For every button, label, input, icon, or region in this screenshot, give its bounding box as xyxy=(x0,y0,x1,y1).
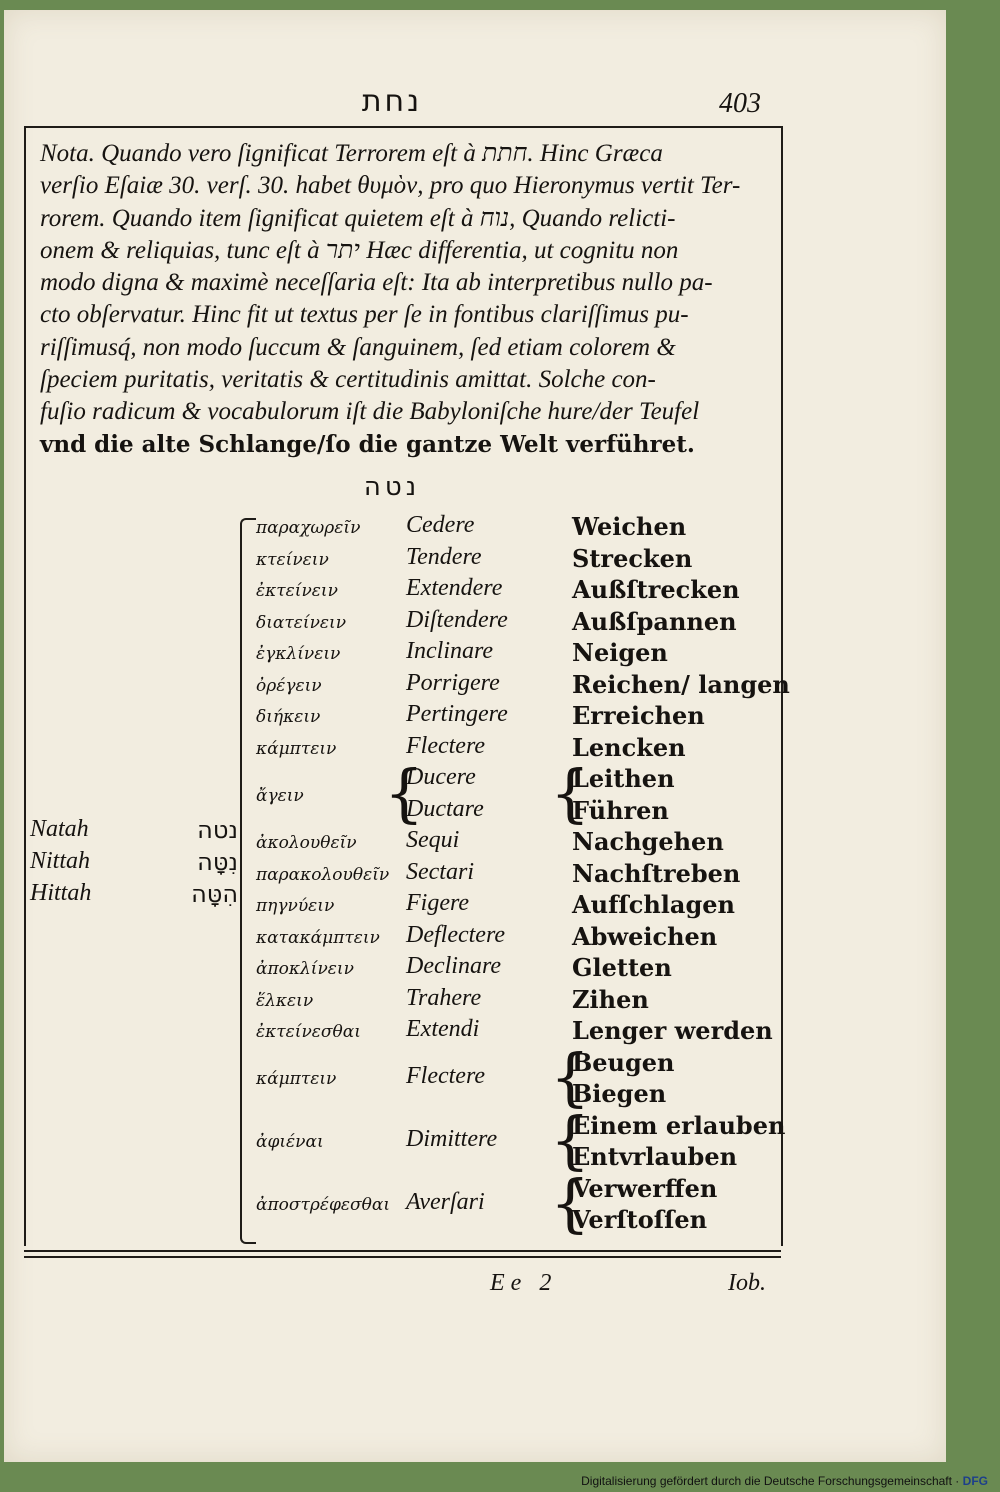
entry-root-heading: נטה xyxy=(363,472,421,502)
paragraph-line: ſpeciem puritatis, veritatis & certitudinis amittat. Solche con- xyxy=(40,366,656,394)
german-term: Nachgehen xyxy=(572,827,724,856)
latin-term: Sequi xyxy=(406,827,460,853)
latin-term: Declinare xyxy=(406,953,502,979)
latin-term: Dimittere xyxy=(406,1126,498,1153)
german-term: Aufſchlagen xyxy=(572,890,735,919)
german-term: Führen xyxy=(572,795,669,825)
transliteration: Hittah xyxy=(30,880,92,906)
latin-term: Inclinare xyxy=(406,638,494,664)
greek-term: κάμπτειν xyxy=(256,1069,337,1090)
latin-term: Extendere xyxy=(406,575,503,601)
greek-term: κτείνειν xyxy=(256,549,329,570)
grouping-brace: { xyxy=(384,757,425,830)
greek-term: παραχωρεῖν xyxy=(256,518,361,538)
greek-term: ἐκτείνειν xyxy=(256,581,338,601)
grouping-brace: { xyxy=(550,1040,591,1114)
latin-term: Ducere xyxy=(406,764,476,790)
greek-term: κατακάμπτειν xyxy=(256,927,380,948)
latin-term: Deflectere xyxy=(406,921,506,948)
latin-term: Sectari xyxy=(406,858,474,885)
greek-term: ἕλκειν xyxy=(256,990,314,1011)
digitization-credit xyxy=(581,1474,988,1488)
paragraph-line: riſſimusq́, non modo ſuccum & ſanguinem, ſed etiam colorem & xyxy=(40,333,676,361)
greek-term: ἐκτείνεσθαι xyxy=(256,1022,361,1042)
paragraph-line: vnd die alte Schlange/ſo die gantze Welt verführet. xyxy=(40,430,695,458)
commentary-paragraph xyxy=(40,138,786,461)
greek-term: ἄγειν xyxy=(256,785,304,806)
paragraph-line: cto obſervatur. Hinc fit ut textus per ſe in fontibus clariſſimus pu- xyxy=(40,301,689,329)
latin-term: Tendere xyxy=(406,543,482,570)
greek-term: ἀποκλίνειν xyxy=(256,959,354,979)
latin-term: Pertingere xyxy=(406,701,508,727)
german-term: Erreichen xyxy=(572,701,705,730)
german-term: Nachſtreben xyxy=(572,858,741,888)
german-term: Strecken xyxy=(572,543,693,573)
hebrew-form: הִטָּה xyxy=(191,880,238,908)
dfg-logo: DFG xyxy=(962,1474,988,1488)
german-term: Reichen/ langen xyxy=(572,669,790,699)
book-page xyxy=(4,10,946,1462)
german-term: Lenger werden xyxy=(572,1016,773,1045)
grouping-brace: { xyxy=(550,757,591,830)
latin-term: Porrigere xyxy=(406,669,500,696)
transliteration: Natah xyxy=(30,816,89,842)
hebrew-form: נִטָּה xyxy=(197,848,238,876)
latin-term: Figere xyxy=(406,890,470,916)
german-term: Biegen xyxy=(572,1079,667,1108)
greek-term: ἐγκλίνειν xyxy=(256,644,341,664)
german-term: Außſpannen xyxy=(572,606,737,636)
german-term: Neigen xyxy=(572,638,668,667)
greek-term: ὀρέγειν xyxy=(256,675,322,696)
paragraph-line: fuſio radicum & vocabulorum iſt die Babyloniſche hure/der Teufel xyxy=(40,398,700,426)
paragraph-line: rorem. Quando item ſignificat quietem eſt à נוח, Quando relicti- xyxy=(40,204,676,232)
german-term: Entvrlauben xyxy=(572,1142,738,1171)
paragraph-line: Nota. Quando vero ſignificat Terrorem eſt à חתת. Hinc Græca xyxy=(40,140,663,167)
transliteration: Nittah xyxy=(30,848,91,874)
latin-term: Diſtendere xyxy=(406,606,508,633)
frame-rule-double xyxy=(24,1256,781,1258)
german-term: Weichen xyxy=(572,512,687,541)
large-brace xyxy=(240,518,256,1244)
catchword: Iob. xyxy=(728,1270,766,1296)
greek-term: διήκειν xyxy=(256,707,321,727)
latin-term: Cedere xyxy=(406,512,475,538)
greek-term: διατείνειν xyxy=(256,612,347,633)
latin-term: Ductare xyxy=(406,795,484,822)
greek-term: πηγνύειν xyxy=(256,896,335,916)
german-term: Gletten xyxy=(572,953,672,982)
running-head: נחת xyxy=(361,84,423,119)
hebrew-form: נטה xyxy=(197,816,238,844)
greek-term: ἀκολουθεῖν xyxy=(256,833,357,853)
greek-term: ἀποστρέφεσθαι xyxy=(256,1195,391,1216)
german-term: Abweichen xyxy=(572,921,718,951)
paragraph-line: modo digna & maximè neceſſaria eſt: Ita ab interpretibus nullo pa- xyxy=(40,269,713,297)
paragraph-line: onem & reliquias, tunc eſt à יתר Hæc differentia, ut cognitu non xyxy=(40,236,679,264)
german-term: Zihen xyxy=(572,984,649,1014)
german-term: Beugen xyxy=(572,1047,675,1077)
german-term: Lencken xyxy=(572,732,686,762)
german-term: Einem erlauben xyxy=(572,1110,786,1140)
latin-term: Flectere xyxy=(406,1063,486,1090)
greek-term: ἀφιέναι xyxy=(256,1132,324,1153)
grouping-brace: { xyxy=(550,1103,591,1177)
german-term: Verwerffen xyxy=(572,1173,718,1203)
signature-mark: Ee 2 xyxy=(490,1270,558,1296)
german-term: Verſtoſſen xyxy=(572,1205,708,1234)
latin-term: Trahere xyxy=(406,984,482,1011)
grouping-brace: { xyxy=(550,1166,591,1240)
paragraph-line: verſio Eſaiæ 30. verſ. 30. habet θυμὸν, pro quo Hieronymus vertit Ter- xyxy=(40,172,741,200)
german-term: Leithen xyxy=(572,764,675,793)
latin-term: Extendi xyxy=(406,1016,480,1042)
latin-term: Flectere xyxy=(406,732,486,759)
frame-rule xyxy=(24,1250,781,1252)
page-number: 403 xyxy=(719,88,761,119)
credit-text: Digitalisierung gefördert durch die Deutsche Forschungsgemeinschaft · xyxy=(581,1474,960,1488)
german-term: Außſtrecken xyxy=(572,575,740,604)
latin-term: Averſari xyxy=(406,1189,485,1216)
greek-term: κάμπτειν xyxy=(256,738,337,759)
greek-term: παρακολουθεῖν xyxy=(256,864,390,885)
